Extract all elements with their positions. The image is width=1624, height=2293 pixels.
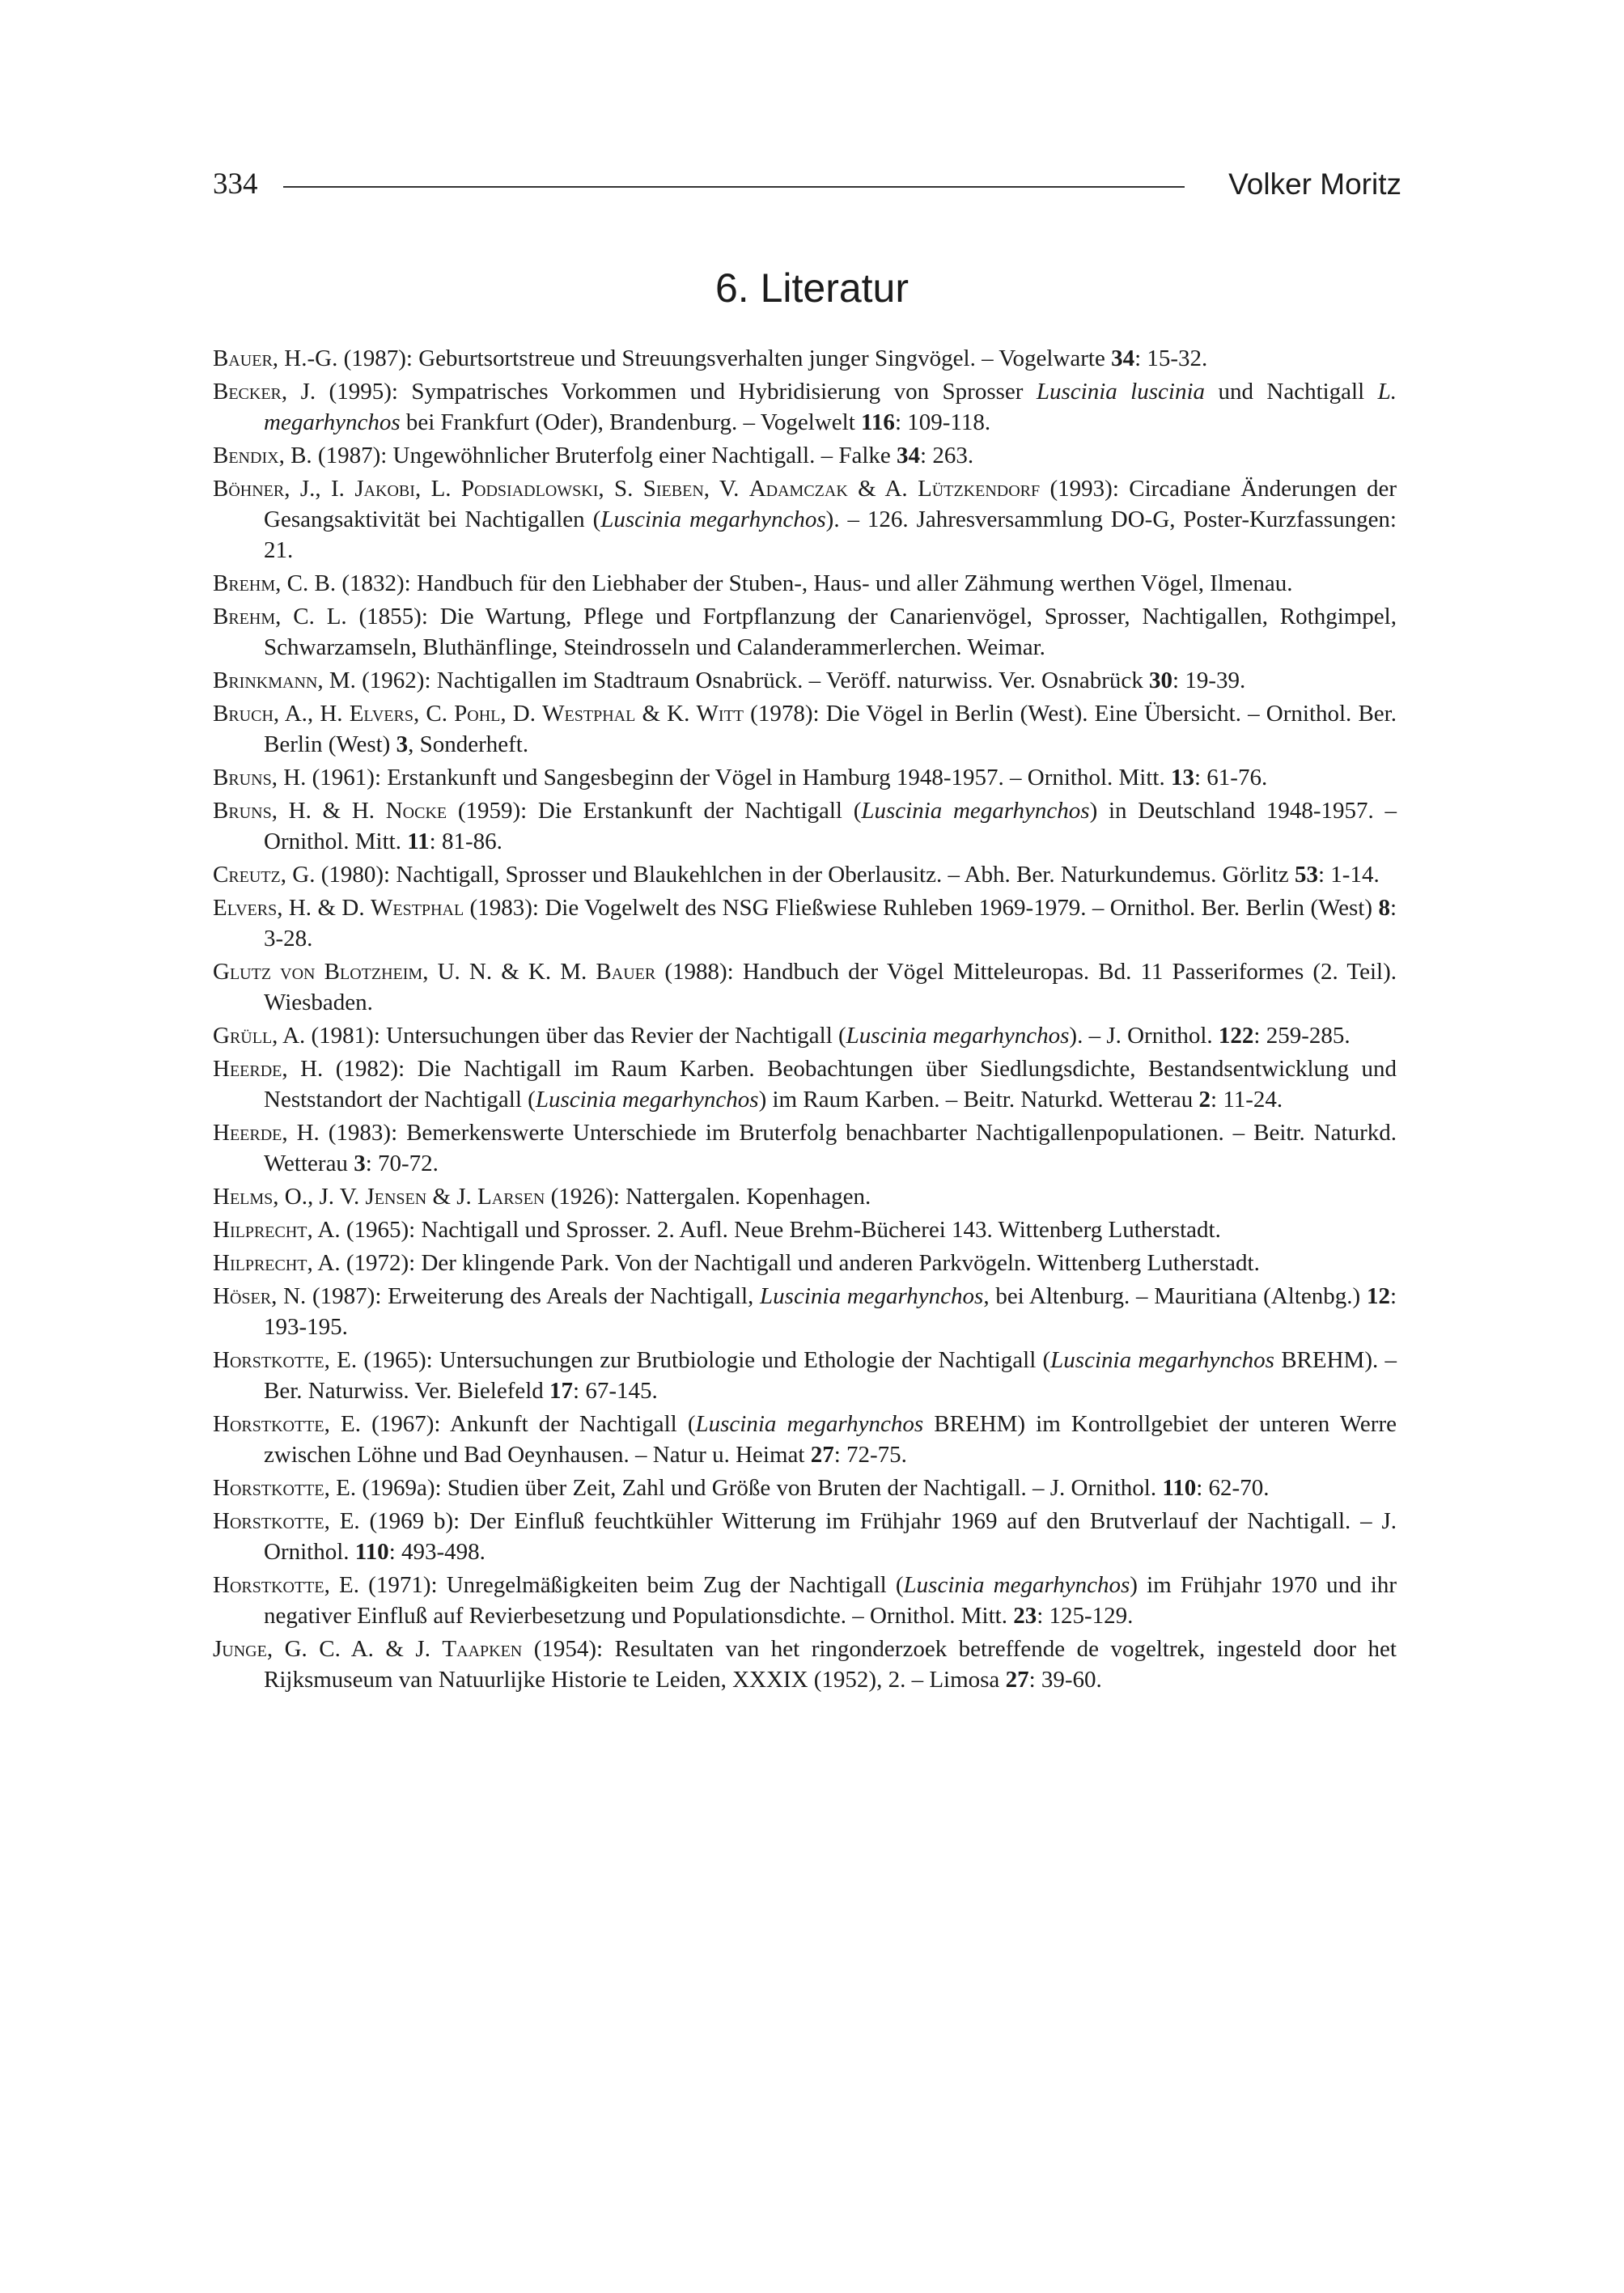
- reference-text: , A., H.: [273, 701, 350, 727]
- reference-author: Bauer: [596, 959, 656, 985]
- reference-text: , L.: [414, 476, 461, 502]
- reference-text: , J. (1995): Sympatrisches Vorkommen und Hybridisierung von Sprosser: [281, 379, 1037, 405]
- reference-volume: 3: [354, 1151, 366, 1176]
- reference-text: (1978): Die Vögel in Berlin (West). Eine Übersicht. – Ornithol. Ber. Berlin (West): [264, 701, 1397, 757]
- reference-entry: [213, 1020, 1397, 1051]
- reference-text: , V.: [703, 476, 749, 502]
- reference-list: [213, 343, 1397, 1697]
- reference-text: , G. (1980): Nachtigall, Sprosser und Blaukehlchen in der Oberlausitz. – Abh. Ber. Naturkundemus. Görlitz: [280, 862, 1295, 888]
- reference-species: Luscinia megarhynchos: [861, 798, 1090, 824]
- reference-volume: 27: [810, 1442, 834, 1468]
- reference-text: (1926): Nattergalen. Kopenhagen.: [545, 1184, 871, 1210]
- reference-author: Brinkmann: [213, 668, 318, 693]
- reference-text: , C.: [413, 701, 455, 727]
- reference-text: BREHM). – Ber. Naturwiss. Ver. Bielefeld: [264, 1347, 1397, 1404]
- reference-text: , C. L. (1855): Die Wartung, Pflege und Fortpflanzung der Canarienvögel, Sprosser, Nachtigallen, Rothgimpel, Schwarzamseln, Bluthänflinge, Steindrosseln und Calanderammerlerchen. Weimar.: [264, 604, 1397, 660]
- reference-author: Bendix: [213, 443, 279, 468]
- reference-species: Luscinia megarhynchos: [903, 1572, 1130, 1598]
- reference-author: Westphal: [371, 895, 464, 921]
- reference-entry: [213, 1506, 1397, 1567]
- reference-entry: [213, 1634, 1397, 1695]
- reference-author: Heerde: [213, 1056, 282, 1082]
- header-rule: [283, 186, 1185, 188]
- reference-text: : 39-60.: [1028, 1667, 1102, 1693]
- reference-text: , D.: [500, 701, 543, 727]
- reference-text: , J., I.: [284, 476, 355, 502]
- reference-species: Luscinia megarhynchos: [600, 506, 826, 532]
- reference-text: (1988): Handbuch der Vögel Mitteleuropas. Bd. 11 Passeriformes (2. Teil). Wiesbaden.: [264, 959, 1397, 1015]
- reference-volume: 23: [1013, 1603, 1037, 1629]
- reference-volume: 122: [1218, 1023, 1254, 1049]
- reference-text: , E. (1969 b): Der Einfluß feuchtkühler Witterung im Frühjahr 1969 auf den Brutverlauf der Nachtigall. – J. Ornithol.: [264, 1508, 1397, 1565]
- reference-text: , H. & D.: [277, 895, 371, 921]
- reference-text: , G. C. A. & J.: [266, 1636, 443, 1662]
- reference-author: Pohl: [454, 701, 501, 727]
- reference-entry: [213, 376, 1397, 438]
- reference-entry: [213, 1214, 1397, 1245]
- reference-species: Luscinia megarhynchos: [846, 1023, 1070, 1049]
- reference-text: : 81-86.: [429, 829, 502, 854]
- reference-author: Jensen: [365, 1184, 427, 1210]
- reference-volume: 110: [354, 1539, 389, 1565]
- reference-text: : 109-118.: [894, 409, 991, 435]
- reference-text: , A. (1981): Untersuchungen über das Revier der Nachtigall (: [272, 1023, 846, 1049]
- reference-author: Larsen: [477, 1184, 545, 1210]
- reference-text: und Nachtigall: [1205, 379, 1378, 405]
- reference-entry: [213, 1181, 1397, 1212]
- page-number: 334: [213, 167, 258, 201]
- reference-text: : 263.: [920, 443, 974, 468]
- reference-text: (1959): Die Erstankunft der Nachtigall (: [447, 798, 862, 824]
- reference-entry: [213, 1570, 1397, 1631]
- reference-author: Elvers: [213, 895, 278, 921]
- reference-text: : 72-75.: [833, 1442, 907, 1468]
- reference-author: Bruch: [213, 701, 273, 727]
- running-head-author: Volker Moritz: [1228, 167, 1401, 201]
- reference-text: , B. (1987): Ungewöhnlicher Bruterfolg einer Nachtigall. – Falke: [278, 443, 897, 468]
- reference-text: : 193-195.: [264, 1283, 1397, 1340]
- reference-entry: [213, 1473, 1397, 1503]
- reference-author: Brehm: [213, 604, 276, 629]
- reference-text: : 70-72.: [365, 1151, 439, 1176]
- reference-text: (1993): Circadiane Änderungen der Gesangsaktivität bei Nachtigallen (: [264, 476, 1397, 532]
- reference-entry: [213, 1345, 1397, 1406]
- reference-entry: [213, 440, 1397, 471]
- reference-author: Adamczak: [748, 476, 848, 502]
- reference-text: , U. N. & K. M.: [422, 959, 596, 985]
- reference-author: Bauer: [213, 345, 273, 371]
- reference-author: Horstkotte: [213, 1411, 324, 1437]
- reference-entry: [213, 892, 1397, 954]
- reference-text: : 493-498.: [388, 1539, 486, 1565]
- reference-text: , O., J. V.: [273, 1184, 366, 1210]
- reference-volume: 34: [897, 443, 921, 468]
- reference-volume: 13: [1170, 765, 1194, 790]
- reference-text: , A. (1972): Der klingende Park. Von der Nachtigall und anderen Parkvögeln. Wittenberg Lutherstadt.: [307, 1250, 1260, 1276]
- reference-volume: 12: [1366, 1283, 1390, 1309]
- reference-text: , A. (1965): Nachtigall und Sprosser. 2. Aufl. Neue Brehm-Bücherei 143. Wittenberg Lutherstadt.: [307, 1217, 1221, 1243]
- reference-species: Luscinia luscinia: [1036, 379, 1206, 405]
- reference-text: , H. (1961): Erstankunft und Sangesbeginn der Vögel in Hamburg 1948-1957. – Ornithol. Mitt.: [271, 765, 1171, 790]
- reference-text: , C. B. (1832): Handbuch für den Liebhaber der Stuben-, Haus- und aller Zähmung werthen Vögel, Ilmenau.: [275, 570, 1293, 596]
- section-title: 6. Literatur: [714, 265, 909, 311]
- reference-entry: [213, 698, 1397, 760]
- reference-text: , E. (1969a): Studien über Zeit, Zahl und Größe von Bruten der Nachtigall. – J. Ornithol.: [324, 1475, 1163, 1501]
- reference-entry: [213, 1117, 1397, 1179]
- reference-author: Grüll: [213, 1023, 273, 1049]
- reference-author: Nocke: [385, 798, 447, 824]
- reference-species: L. megarhynchos: [264, 379, 1397, 435]
- reference-text: ) im Frühjahr 1970 und ihr negativer Einfluß auf Revierbesetzung und Populationsdichte. – Ornithol. Mitt.: [264, 1572, 1397, 1629]
- reference-author: Podsiadlowski: [460, 476, 599, 502]
- reference-text: , N. (1987): Erweiterung des Areals der Nachtigall,: [271, 1283, 761, 1309]
- reference-text: , E. (1965): Untersuchungen zur Brutbiologie und Ethologie der Nachtigall (: [324, 1347, 1051, 1373]
- reference-text: ). – 126. Jahresversammlung DO-G, Poster-Kurzfassungen: 21.: [264, 506, 1397, 563]
- reference-author: Horstkotte: [213, 1572, 324, 1598]
- reference-author: Becker: [213, 379, 282, 405]
- reference-text: , H. (1982): Die Nachtigall im Raum Karben. Beobachtungen über Siedlungsdichte, Bestandsentwicklung und Neststandort der Nachtigall (: [264, 1056, 1397, 1113]
- reference-text: : 61-76.: [1194, 765, 1268, 790]
- reference-entry: [213, 1409, 1397, 1470]
- reference-text: , S.: [598, 476, 643, 502]
- reference-text: : 67-145.: [573, 1378, 658, 1404]
- reference-text: : 3-28.: [264, 895, 1397, 952]
- reference-entry: [213, 343, 1397, 374]
- reference-volume: 17: [549, 1378, 574, 1404]
- reference-text: BREHM) im Kontrollgebiet der unteren Werre zwischen Löhne und Bad Oeynhausen. – Natur u. Heimat: [264, 1411, 1397, 1468]
- reference-volume: 110: [1162, 1475, 1197, 1501]
- reference-species: Luscinia megarhynchos: [535, 1087, 759, 1113]
- reference-author: Westphal: [542, 701, 636, 727]
- reference-author: Brehm: [213, 570, 276, 596]
- reference-text: ) im Raum Karben. – Beitr. Naturkd. Wetterau: [758, 1087, 1199, 1113]
- reference-author: Jakobi: [354, 476, 415, 502]
- reference-text: , E. (1971): Unregelmäßigkeiten beim Zug der Nachtigall (: [324, 1572, 904, 1598]
- reference-entry: [213, 762, 1397, 793]
- reference-author: Helms: [213, 1184, 273, 1210]
- reference-author: Horstkotte: [213, 1347, 324, 1373]
- reference-text: , H.-G. (1987): Geburtsortstreue und Streuungsverhalten junger Singvögel. – Vogelwarte: [272, 345, 1112, 371]
- reference-author: Glutz von Blotzheim: [213, 959, 423, 985]
- reference-author: Witt: [696, 701, 744, 727]
- reference-volume: 53: [1294, 862, 1318, 888]
- reference-text: ) in Deutschland 1948-1957. – Ornithol. Mitt.: [264, 798, 1397, 854]
- reference-text: ). – J. Ornithol.: [1069, 1023, 1219, 1049]
- reference-text: & K.: [635, 701, 697, 727]
- reference-author: Lützkendorf: [918, 476, 1041, 502]
- reference-author: Horstkotte: [213, 1508, 324, 1534]
- reference-author: Bruns: [213, 765, 272, 790]
- reference-entry: [213, 1281, 1397, 1342]
- reference-text: , Sonderheft.: [408, 731, 529, 757]
- reference-text: (1954): Resultaten van het ringonderzoek betreffende de vogeltrek, ingesteld door het Rijksmuseum van Natuurlijke Historie te Leiden, XXXIX (1952), 2. – Limosa: [264, 1636, 1397, 1693]
- reference-entry: [213, 795, 1397, 857]
- reference-entry: [213, 956, 1397, 1018]
- reference-author: Höser: [213, 1283, 272, 1309]
- reference-author: Hilprecht: [213, 1217, 307, 1243]
- reference-text: , E. (1967): Ankunft der Nachtigall (: [324, 1411, 696, 1437]
- reference-entry: [213, 601, 1397, 663]
- reference-text: : 11-24.: [1211, 1087, 1283, 1113]
- reference-text: : 62-70.: [1196, 1475, 1270, 1501]
- reference-text: & J.: [426, 1184, 478, 1210]
- reference-author: Böhner: [213, 476, 285, 502]
- reference-author: Hilprecht: [213, 1250, 307, 1276]
- reference-volume: 2: [1198, 1087, 1211, 1113]
- reference-text: , bei Altenburg. – Mauritiana (Altenbg.): [983, 1283, 1367, 1309]
- reference-text: : 15-32.: [1134, 345, 1208, 371]
- reference-volume: 30: [1149, 668, 1173, 693]
- reference-author: Heerde: [213, 1120, 282, 1146]
- reference-species: Luscinia megarhynchos: [1050, 1347, 1274, 1373]
- reference-text: , M. (1962): Nachtigallen im Stadtraum Osnabrück. – Veröff. naturwiss. Ver. Osnabrück: [317, 668, 1150, 693]
- reference-author: Horstkotte: [213, 1475, 324, 1501]
- reference-author: Sieben: [642, 476, 704, 502]
- reference-entry: [213, 568, 1397, 599]
- reference-author: Creutz: [213, 862, 281, 888]
- reference-text: : 19-39.: [1172, 668, 1246, 693]
- reference-author: Elvers: [349, 701, 413, 727]
- reference-volume: 11: [407, 829, 430, 854]
- reference-species: Luscinia megarhynchos: [695, 1411, 924, 1437]
- reference-text: : 125-129.: [1037, 1603, 1134, 1629]
- reference-text: , H. (1983): Bemerkenswerte Unterschiede im Bruterfolg benachbarter Nachtigallenpopulationen. – Beitr. Naturkd. Wetterau: [264, 1120, 1397, 1176]
- reference-volume: 8: [1378, 895, 1390, 921]
- reference-entry: [213, 859, 1397, 890]
- reference-text: & A.: [847, 476, 918, 502]
- reference-entry: [213, 473, 1397, 566]
- reference-entry: [213, 1053, 1397, 1115]
- reference-volume: 34: [1111, 345, 1135, 371]
- reference-text: , H. & H.: [271, 798, 386, 824]
- reference-text: (1983): Die Vogelwelt des NSG Fließwiese Ruhleben 1969-1979. – Ornithol. Ber. Berlin (West): [464, 895, 1379, 921]
- reference-species: Luscinia megarhynchos: [760, 1283, 984, 1309]
- reference-text: : 1-14.: [1317, 862, 1380, 888]
- reference-entry: [213, 1248, 1397, 1278]
- reference-author: Junge: [213, 1636, 267, 1662]
- reference-volume: 3: [396, 731, 409, 757]
- reference-volume: 116: [861, 409, 895, 435]
- reference-text: bei Frankfurt (Oder), Brandenburg. – Vogelwelt: [400, 409, 862, 435]
- reference-text: : 259-285.: [1253, 1023, 1351, 1049]
- reference-author: Bruns: [213, 798, 272, 824]
- reference-volume: 27: [1005, 1667, 1029, 1693]
- reference-author: Taapken: [442, 1636, 523, 1662]
- reference-entry: [213, 665, 1397, 696]
